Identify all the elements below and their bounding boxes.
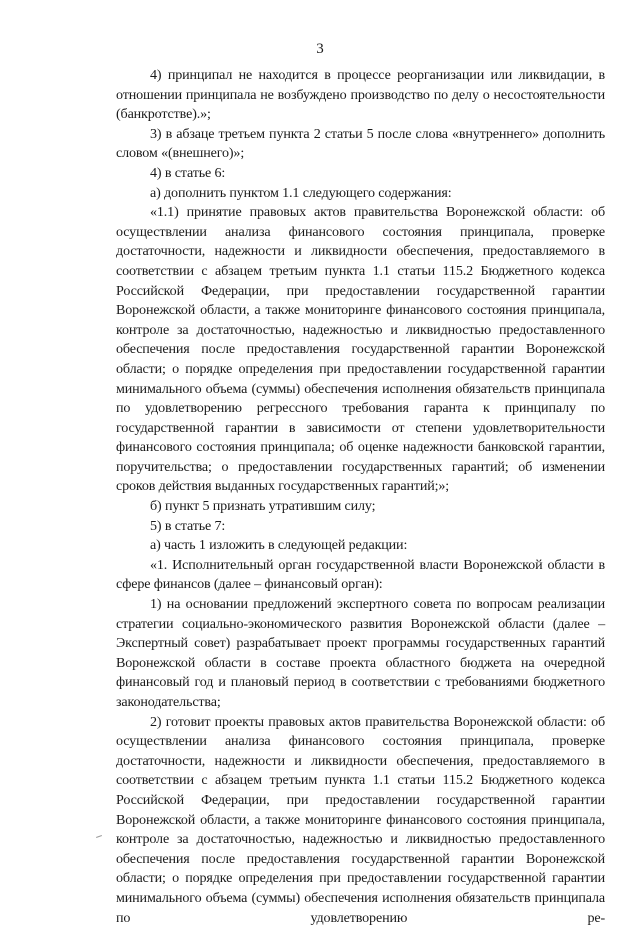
paragraph-9: «1. Исполнительный орган государственной власти Воронежской области в сфере финансов (далее – финансовый орган): [116,556,605,593]
page-number: 3 [316,41,324,57]
paragraph-2: 3) в абзаце третьем пункта 2 статьи 5 после слова «внутреннего» дополнить словом «(внешнего)»; [116,125,605,162]
document-body [116,66,605,928]
paragraph-1: 4) принципал не находится в процессе реорганизации или ликвидации, в отношении принципала не возбуждено производство по делу о несостоятельности (банкротстве).»; [116,67,605,123]
paragraph-8: а) часть 1 изложить в следующей редакции: [150,537,408,554]
paragraph-10: 1) на основании предложений экспертного совета по вопросам реализации стратегии социально-экономического развития Воронежской области (далее – Экспертный совет) разрабатывает проект программы государственных гарантий Воронежской области в составе проекта областного бюджета на очередной финансовый год и плановый период в соответствии с требованиями бюджетного законодательства; [116,596,605,710]
paragraph-11: 2) готовит проекты правовых актов правительства Воронежской области: об осуществлении анализа финансового состояния принципала, проверке достаточности, надежности и ликвидности обеспечения, предоставляемого в соответствии с абзацем третьим пункта 1.1 статьи 115.2 Бюджетного кодекса Российской Федерации, при предоставлении государственной гарантии Воронежской области, а также мониторинге финансового состояния принципала, контроле за достаточностью, надежностью и ликвидностью предоставленного обеспечения после предоставления государственной гарантии Воронежской области; о порядке определения при предоставлении государственной гарантии минимального объема (суммы) обеспечения исполнения обязательств принципала по удовлетворению ре- [116,713,605,926]
paragraph-6: б) пункт 5 признать утратившим силу; [150,498,376,515]
paragraph-7: 5) в статье 7: [150,517,226,534]
paragraph-4: а) дополнить пунктом 1.1 следующего содержания: [150,184,452,201]
paragraph-5: «1.1) принятие правовых актов правительства Воронежской области: об осуществлении анализа финансового состояния принципала, проверке достаточности, надежности и ликвидности обеспечения, предоставляемого в соответствии с абзацем третьим пункта 1.1 статьи 115.2 Бюджетного кодекса Российской Федерации, при предоставлении государственной гарантии Воронежской области, а также мониторинге финансового состояния принципала, контроле за достаточностью, надежностью и ликвидностью предоставленного обеспечения после предоставления государственной гарантии Воронежской области; о порядке определения при предоставлении государственной гарантии минимального объема (суммы) обеспечения исполнения обязательств принципала по удовлетворению регрессного требования гаранта к принципалу по государственной гарантии в зависимости от степени удовлетворительности финансового состояния принципала; об оценке надежности банковской гарантии, поручительства; о предоставлении государственных гарантий; об изменении сроков действия выданных государственных гарантий;»; [116,204,605,495]
scan-artifact-mark [96,835,102,838]
paragraph-3: 4) в статье 6: [150,164,226,181]
